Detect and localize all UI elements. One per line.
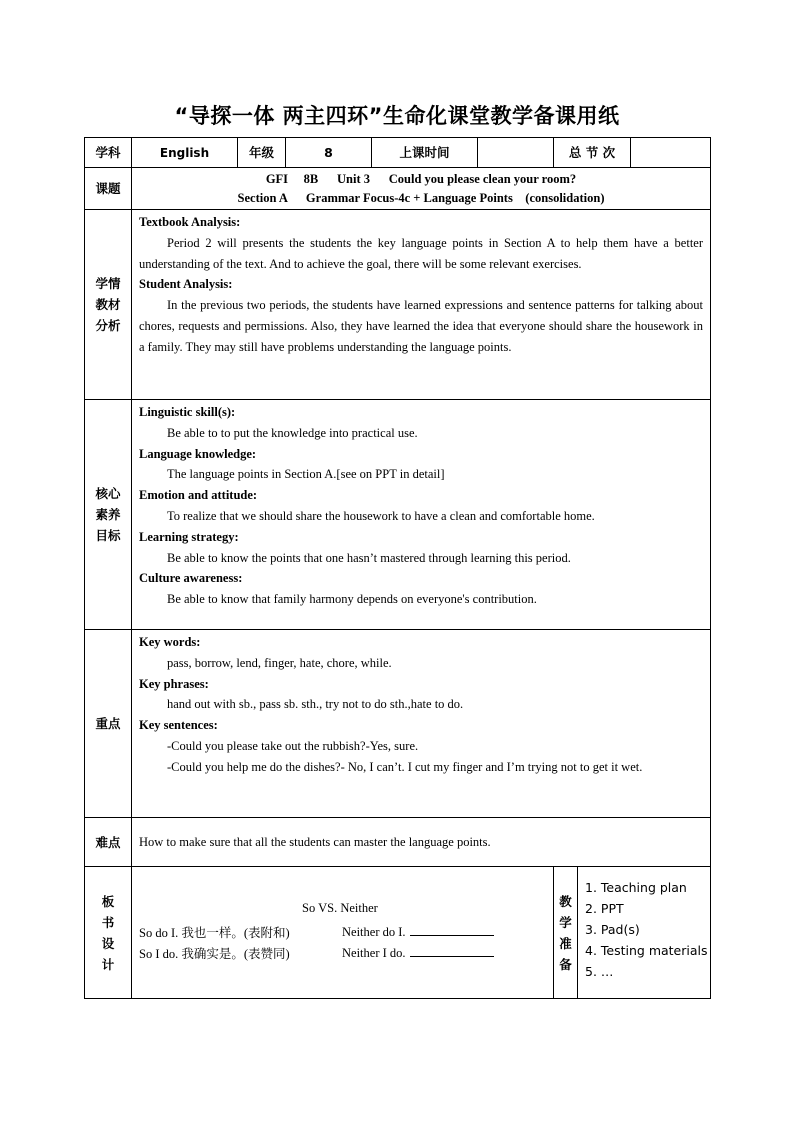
subject-label: 学科: [85, 138, 132, 168]
board-heading: So VS. Neither: [302, 901, 378, 915]
total-value: [631, 138, 711, 168]
board-row1-left: So do I. 我也一样。(表附和): [139, 926, 290, 940]
core-label-1: 核心: [95, 486, 121, 501]
analysis-label: [85, 210, 132, 400]
difficult-text: How to make sure that all the students can master the language points.: [132, 818, 711, 867]
prep-item: 3. Pad(s): [585, 922, 640, 937]
board-row1-right: [342, 923, 494, 940]
key-points-row: [85, 630, 711, 818]
topic-line-2: Section A Grammar Focus-4c + Language Points (consolidation): [237, 190, 605, 205]
board-row2-right-text: Neither I do.: [342, 946, 406, 960]
board-label: [85, 867, 132, 999]
topic-line-1: GFI 8B Unit 3 Could you please clean your room?: [265, 171, 577, 186]
board-row2-right: [342, 944, 494, 961]
key-words-text: pass, borrow, lend, finger, hate, chore, while.: [167, 655, 392, 670]
prep-item: 4. Testing materials: [585, 943, 708, 958]
prep-list: [578, 867, 711, 999]
board-label-2: 书: [101, 914, 115, 930]
core-item-heading: Learning strategy:: [139, 529, 239, 544]
prep-label-4: 备: [559, 956, 572, 972]
prep-item: 5. …: [585, 964, 614, 979]
board-label-3: 设: [101, 935, 115, 951]
analysis-label-1: 学情: [95, 276, 121, 291]
difficult-label: 难点: [85, 818, 132, 867]
analysis-row: [85, 210, 711, 400]
analysis-label-3: 分析: [95, 318, 121, 333]
core-label-2: 素养: [95, 507, 121, 522]
core-item-text: Be able to to put the knowledge into practical use.: [167, 425, 418, 440]
answer-blank: [410, 923, 494, 936]
subject-value: English: [132, 138, 238, 168]
core-item-text: The language points in Section A.[see on PPT in detail]: [167, 467, 445, 482]
key-sentences-heading: Key sentences:: [139, 718, 218, 733]
textbook-analysis-heading: Textbook Analysis:: [139, 215, 241, 229]
total-label: 总 节 次: [554, 138, 631, 168]
key-sentence-2: -Could you help me do the dishes?- No, I can’t. I cut my finger and I’m trying not to get it wet.: [167, 759, 643, 774]
core-row: [85, 400, 711, 630]
core-item-heading: Emotion and attitude:: [139, 488, 258, 503]
textbook-analysis-text: Period 2 will presents the students the key language points in Section A to help them have a better understanding of the text. And to achieve the goal, there will be some relevant exercises.: [139, 235, 703, 271]
core-item-heading: Language knowledge:: [139, 446, 257, 461]
page-title: “导探一体 两主四环”生命化课堂教学备课用纸: [174, 104, 620, 128]
analysis-label-2: 教材: [95, 297, 121, 312]
difficult-row: [85, 818, 711, 867]
board-label-1: 板: [101, 893, 115, 909]
key-phrases-text: hand out with sb., pass sb. sth., try not to do sth.,hate to do.: [167, 697, 464, 712]
answer-blank: [410, 944, 494, 957]
core-label-3: 目标: [95, 528, 121, 543]
key-points-label: 重点: [85, 630, 132, 818]
header-row: [85, 138, 711, 168]
key-sentence-1: -Could you please take out the rubbish?-Yes, sure.: [167, 738, 419, 753]
core-item-text: To realize that we should share the housework to have a clean and comfortable home.: [167, 508, 595, 523]
topic-row: [85, 168, 711, 210]
analysis-content: [132, 210, 711, 400]
prep-label-2: 学: [559, 914, 572, 930]
student-analysis-text: In the previous two periods, the students have learned expressions and sentence patterns for talking about chores, requests and permissions. Also, they have learned the idea that everyone should share the housework in a family. They may still have problems understanding the language points.: [139, 298, 703, 354]
core-content: [132, 400, 711, 630]
key-words-heading: Key words:: [139, 635, 201, 649]
board-design: [132, 867, 554, 999]
key-points-content: [132, 630, 711, 818]
prep-item: 1. Teaching plan: [585, 880, 687, 895]
prep-label: [554, 867, 578, 999]
core-label: [85, 400, 132, 630]
board-row1-right-text: Neither do I.: [342, 925, 406, 939]
key-phrases-heading: Key phrases:: [139, 676, 209, 691]
topic-label: 课题: [85, 168, 132, 210]
prep-label-1: 教: [559, 893, 572, 909]
grade-value: 8: [286, 138, 372, 168]
board-label-4: 计: [101, 956, 115, 972]
board-row: [85, 867, 711, 999]
core-item-text: Be able to know that family harmony depends on everyone's contribution.: [167, 592, 537, 607]
core-item-text: Be able to know the points that one hasn’t mastered through learning this period.: [167, 550, 571, 565]
prep-label-3: 准: [559, 935, 572, 951]
time-value: [478, 138, 554, 168]
student-analysis-heading: Student Analysis:: [139, 277, 233, 292]
time-label: 上课时间: [372, 138, 478, 168]
core-item-heading: Culture awareness:: [139, 571, 243, 586]
topic-content: [132, 168, 711, 210]
board-row2-left: So I do. 我确实是。(表赞同): [139, 947, 290, 961]
grade-label: 年级: [238, 138, 286, 168]
prep-item: 2. PPT: [585, 901, 624, 916]
lesson-plan-table: [84, 137, 711, 999]
core-item-heading: Linguistic skill(s):: [139, 405, 236, 419]
